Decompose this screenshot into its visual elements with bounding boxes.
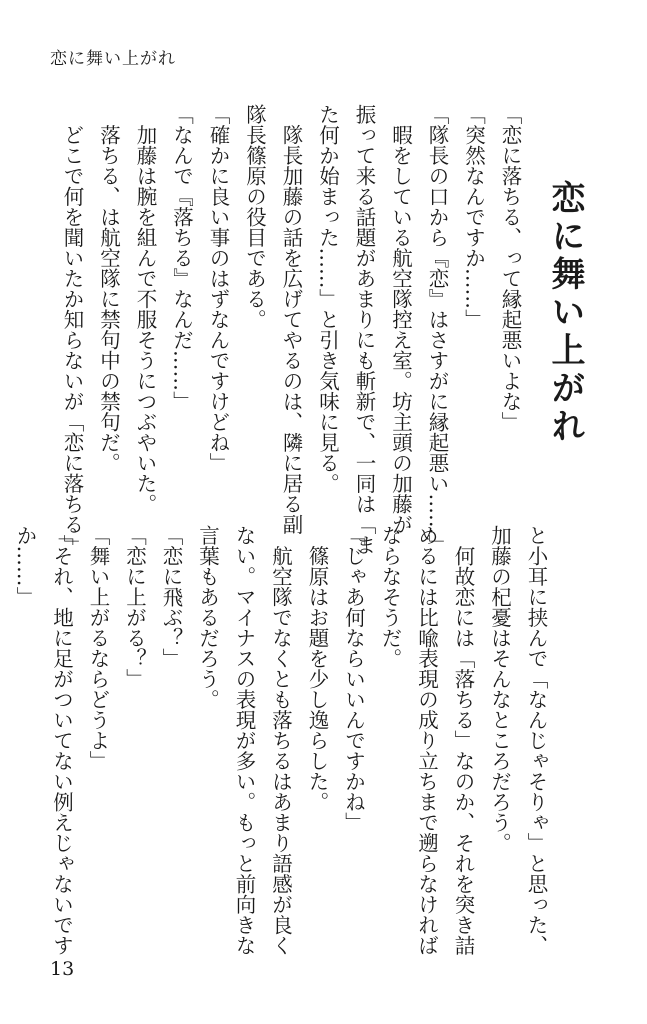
- text-line: 言葉もあるだろう。: [195, 525, 220, 710]
- text-line: 「恋に飛ぶ？」: [159, 525, 183, 669]
- body-text-lower: [13, 525, 554, 956]
- text-line: 「なんで『落ちる』なんだ……」: [169, 104, 194, 412]
- text-line: 「隊長の口から『恋』はさすがに縁起悪い……」: [425, 104, 449, 555]
- text-line: ならなそうだ。: [378, 525, 402, 669]
- text-line: 篠原はお題を少し逸らした。: [305, 525, 329, 812]
- text-line: た何か始まった……」と引き気味に見る。: [315, 104, 340, 494]
- text-line: 隊長篠原の役目である。: [242, 104, 267, 330]
- text-line: 加藤の杞憂はそんなところだろう。: [487, 525, 512, 853]
- text-line: 隊長加藤の話を広げてやるのは、隣に居る副: [279, 104, 303, 535]
- text-line: 振って来る話題があまりにも斬新で、一同は「ま: [352, 104, 376, 555]
- text-line: 「確かに良い事のはずなんですけどね」: [206, 104, 230, 473]
- text-line: 「じゃあ何ならいいんですかね」: [341, 525, 366, 833]
- body-text-upper: [60, 104, 528, 555]
- text-line: と小耳に挟んで「なんじゃそりゃ」と思った、: [524, 525, 548, 956]
- chapter-title: 恋に舞い上がれ: [545, 180, 585, 446]
- text-line: か……」: [13, 525, 37, 607]
- text-line: どこで何を聞いたか知らないが「恋に落ちる」: [60, 104, 84, 555]
- text-line: 「恋に落ちる、って縁起悪いよな」: [498, 104, 522, 432]
- text-line: 「突然なんですか……」: [461, 104, 486, 330]
- text-line: 落ちる、は航空隊に禁句中の禁句だ。: [96, 104, 121, 473]
- text-line: ない。マイナスの表現が多い。もっと前向きな: [232, 525, 256, 956]
- text-line: 「舞い上がるならどうよ」: [86, 525, 110, 771]
- text-line: 「それ、地に足がついてない例えじゃないです: [49, 525, 74, 956]
- text-line: 加藤は腕を組んで不服そうにつぶやいた。: [133, 104, 157, 514]
- text-line: めるには比喩表現の成り立ちまで遡らなければ: [414, 525, 439, 956]
- text-line: 何故恋には「落ちる」なのか、それを突き詰: [451, 525, 475, 956]
- text-line: 航空隊でなくとも落ちるはあまり語感が良く: [268, 525, 293, 956]
- running-header: 恋に舞い上がれ: [50, 49, 176, 69]
- page-number: 13: [50, 958, 75, 980]
- text-line: 「恋に上がる？」: [122, 525, 147, 689]
- text-line: 暇をしている航空隊控え室。坊主頭の加藤が: [388, 104, 413, 535]
